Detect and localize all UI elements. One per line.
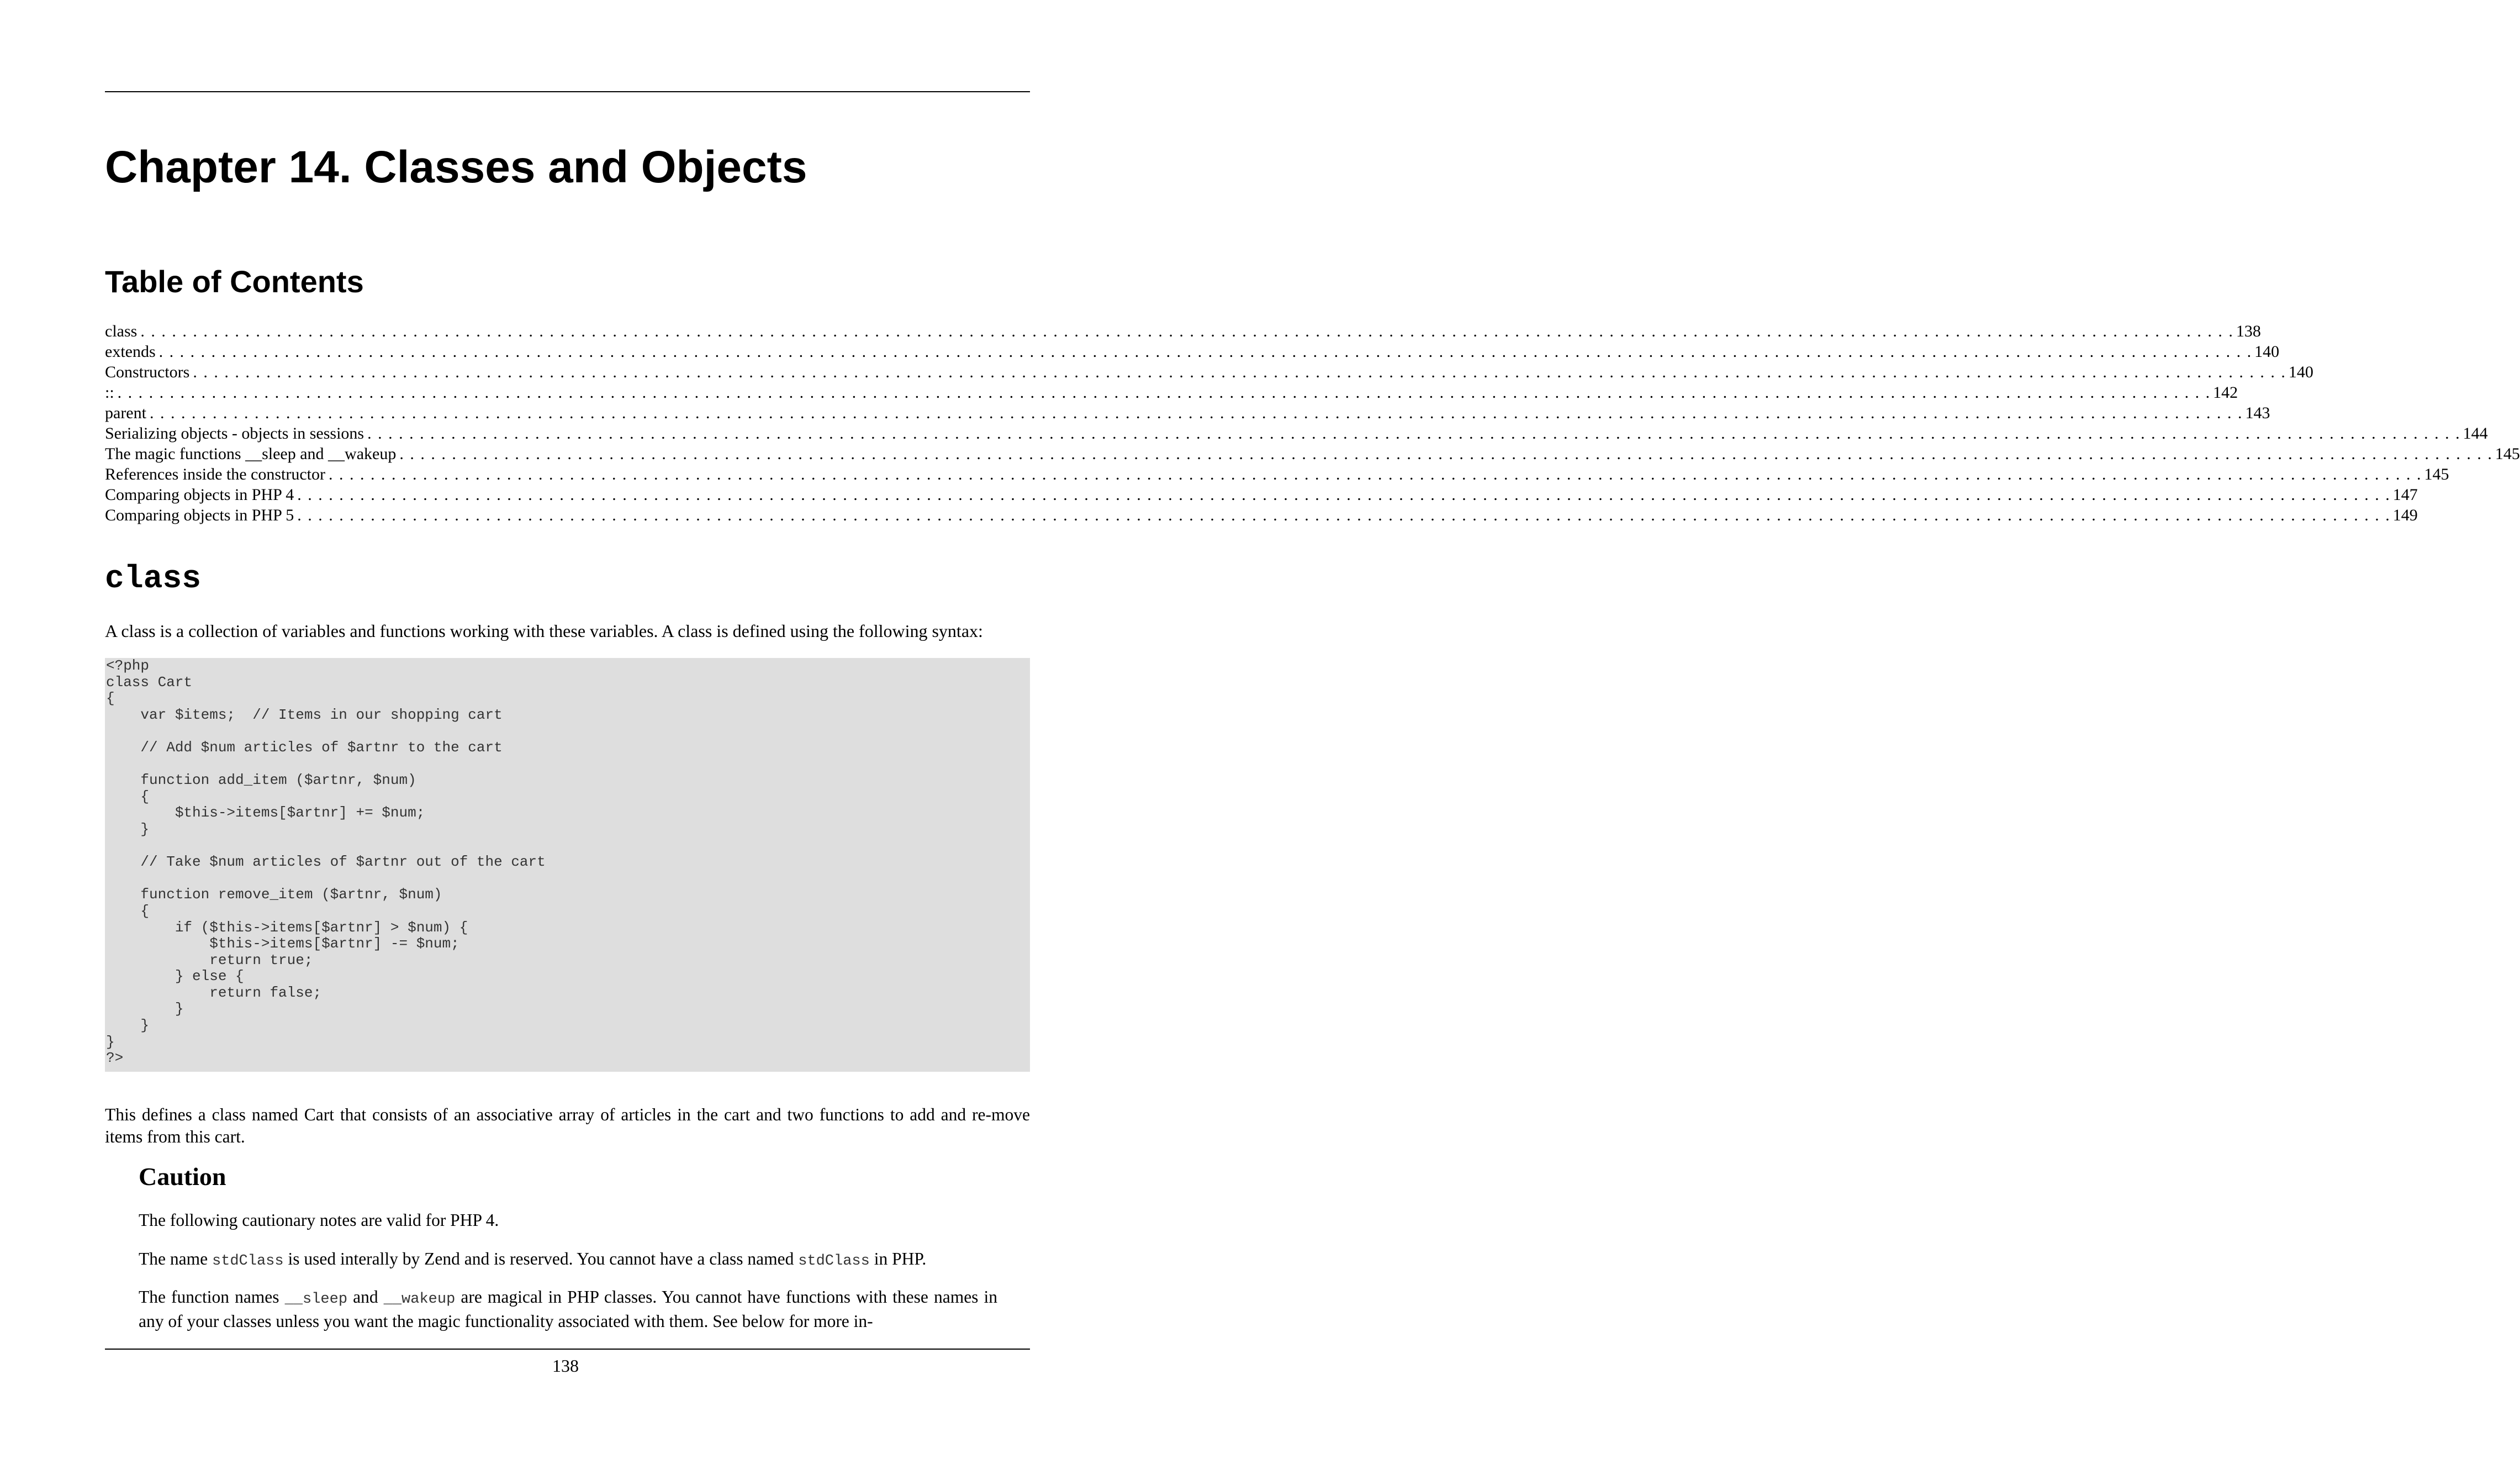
toc-entry-page[interactable]: 149	[2392, 506, 2418, 524]
code-line: class Cart	[106, 673, 193, 691]
caution-note-version: The following cautionary notes are valid for PHP 4.	[139, 1210, 499, 1230]
caution-text: The function names	[139, 1287, 285, 1307]
toc-entry-constructors[interactable]	[105, 362, 2313, 382]
code-line: // Add $num articles of $artnr to the cart	[106, 739, 503, 756]
code-line: return true;	[106, 951, 313, 968]
code-line: var $items; // Items in our shopping cart	[106, 706, 503, 723]
code-line: ?>	[106, 1050, 124, 1067]
bottom-rule	[105, 1349, 1030, 1350]
toc-entry-title[interactable]: Serializing objects - objects in sessions	[105, 424, 364, 443]
toc-leader-dots: . . . . . . . . . . . . . . . . . . . . . . . . . . . . . . . . . . . . . . . . . . . . . . . . . . . . . . . . . . . . . . . . . . . . . . . . . . . . . . . . . . . . . . . . . . . . . . . . . . . . . . . . . . . . . . . . . . . . . . . . . . . . . . . . . . . . . . . . . . . . . . . . . . . . . . . . . . . . . . . . . . . . . . . . . . . . . . . . . . . . . . . . . . . . . . . . . . . . . . . .	[399, 445, 2493, 463]
code-line: $this->items[$artnr] += $num;	[106, 804, 425, 821]
toc-entry-page[interactable]: 140	[2288, 363, 2313, 381]
summary-paragraph: This defines a class named Cart that consists of an associative array of articles in the cart and two functions to add and re-move items from this cart.	[105, 1105, 1030, 1146]
top-rule	[105, 91, 1030, 92]
toc-entry-title[interactable]: Comparing objects in PHP 5	[105, 506, 294, 524]
toc-entry-title[interactable]: The magic functions __sleep and __wakeup	[105, 445, 397, 463]
toc-entry-title[interactable]: ::	[105, 383, 114, 402]
caution-note-magic	[139, 1286, 997, 1333]
code-line: }	[106, 1000, 184, 1018]
toc-entry-comparing-php5[interactable]	[105, 505, 2418, 525]
toc-entry-page[interactable]: 145	[2495, 445, 2520, 463]
code-line: }	[106, 1033, 115, 1050]
inline-code: stdClass	[798, 1253, 870, 1270]
code-line	[105, 838, 1030, 855]
code-line	[105, 871, 1030, 887]
toc-leader-dots: . . . . . . . . . . . . . . . . . . . . . . . . . . . . . . . . . . . . . . . . . . . . . . . . . . . . . . . . . . . . . . . . . . . . . . . . . . . . . . . . . . . . . . . . . . . . . . . . . . . . . . . . . . . . . . . . . . . . . . . . . . . . . . . . . . . . . . . . . . . . . . . . . . . . . . . . . . . . . . . . . . . . . . . . . . . . . . . . . . . . . . . . . . . . . . . . . . . . . . . .	[117, 383, 2211, 402]
caution-text: is used interally by Zend and is reserved. You cannot have a class named	[283, 1249, 799, 1268]
toc-entry-serializing[interactable]	[105, 423, 2488, 444]
code-line: <?php	[106, 657, 150, 674]
toc-entry-title[interactable]: extends	[105, 343, 156, 361]
intro-paragraph: A class is a collection of variables and functions working with these variables. A class is defined using the following syntax:	[105, 621, 983, 641]
code-line: }	[106, 1017, 150, 1034]
toc-entry-parent[interactable]	[105, 403, 2270, 423]
inline-code: stdClass	[212, 1253, 284, 1270]
toc-entry-title[interactable]: parent	[105, 404, 146, 422]
toc-entry-comparing-php4[interactable]	[105, 485, 2418, 505]
caution-text: and	[347, 1287, 384, 1307]
toc-entry-page[interactable]: 142	[2213, 383, 2238, 402]
caution-text: The name	[139, 1249, 212, 1268]
toc-leader-dots: . . . . . . . . . . . . . . . . . . . . . . . . . . . . . . . . . . . . . . . . . . . . . . . . . . . . . . . . . . . . . . . . . . . . . . . . . . . . . . . . . . . . . . . . . . . . . . . . . . . . . . . . . . . . . . . . . . . . . . . . . . . . . . . . . . . . . . . . . . . . . . . . . . . . . . . . . . . . . . . . . . . . . . . . . . . . . . . . . . . . . . . . . . . . . . . . . . . . . . . .	[297, 486, 2391, 504]
code-block	[105, 658, 1030, 1072]
code-line: if ($this->items[$artnr] > $num) {	[106, 919, 468, 936]
toc-entry-title[interactable]: class	[105, 322, 138, 340]
toc-entry-title[interactable]: Constructors	[105, 363, 190, 381]
code-line: function add_item ($artnr, $num)	[106, 772, 416, 789]
caution-text: are magical in PHP classes. You cannot have functions with these names in any of your classes unless you want the magic functionality associated with them. See below for more in-	[139, 1287, 998, 1331]
code-line: {	[106, 902, 150, 919]
toc-entry-scope-resolution[interactable]	[105, 382, 2238, 403]
code-line: {	[106, 788, 150, 805]
toc-leader-dots: . . . . . . . . . . . . . . . . . . . . . . . . . . . . . . . . . . . . . . . . . . . . . . . . . . . . . . . . . . . . . . . . . . . . . . . . . . . . . . . . . . . . . . . . . . . . . . . . . . . . . . . . . . . . . . . . . . . . . . . . . . . . . . . . . . . . . . . . . . . . . . . . . . . . . . . . . . . . . . . . . . . . . . . . . . . . . . . . . . . . . . . . . . . . . . . . . . . . . . . .	[193, 363, 2286, 381]
caution-note-stdclass	[139, 1248, 997, 1272]
code-line: }	[106, 820, 150, 838]
toc-leader-dots: . . . . . . . . . . . . . . . . . . . . . . . . . . . . . . . . . . . . . . . . . . . . . . . . . . . . . . . . . . . . . . . . . . . . . . . . . . . . . . . . . . . . . . . . . . . . . . . . . . . . . . . . . . . . . . . . . . . . . . . . . . . . . . . . . . . . . . . . . . . . . . . . . . . . . . . . . . . . . . . . . . . . . . . . . . . . . . . . . . . . . . . . . . . . . . . . . . . . . . . .	[159, 343, 2253, 361]
code-line: {	[106, 690, 115, 707]
toc-entry-page[interactable]: 144	[2463, 424, 2488, 443]
code-line: } else {	[106, 968, 244, 985]
code-line	[105, 756, 1030, 773]
toc-entry-page[interactable]: 147	[2392, 486, 2418, 504]
toc-entry-title[interactable]: Comparing objects in PHP 4	[105, 486, 294, 504]
section-heading: class	[105, 561, 202, 597]
inline-code: __wakeup	[383, 1291, 456, 1308]
toc-leader-dots: . . . . . . . . . . . . . . . . . . . . . . . . . . . . . . . . . . . . . . . . . . . . . . . . . . . . . . . . . . . . . . . . . . . . . . . . . . . . . . . . . . . . . . . . . . . . . . . . . . . . . . . . . . . . . . . . . . . . . . . . . . . . . . . . . . . . . . . . . . . . . . . . . . . . . . . . . . . . . . . . . . . . . . . . . . . . . . . . . . . . . . . . . . . . . . . . . . . . . . . .	[367, 424, 2461, 443]
toc-heading: Table of Contents	[105, 264, 364, 299]
toc-entry-title[interactable]: References inside the constructor	[105, 465, 326, 483]
code-line: // Take $num articles of $artnr out of the cart	[106, 854, 546, 871]
page-number: 138	[552, 1356, 579, 1376]
caution-heading: Caution	[139, 1162, 226, 1191]
toc-entry-page[interactable]: 140	[2254, 343, 2280, 361]
toc-entry-class[interactable]	[105, 321, 2261, 341]
toc-entry-page[interactable]: 143	[2245, 404, 2270, 422]
toc-leader-dots: . . . . . . . . . . . . . . . . . . . . . . . . . . . . . . . . . . . . . . . . . . . . . . . . . . . . . . . . . . . . . . . . . . . . . . . . . . . . . . . . . . . . . . . . . . . . . . . . . . . . . . . . . . . . . . . . . . . . . . . . . . . . . . . . . . . . . . . . . . . . . . . . . . . . . . . . . . . . . . . . . . . . . . . . . . . . . . . . . . . . . . . . . . . . . . . . . . . . . . . .	[297, 506, 2391, 524]
chapter-title: Chapter 14. Classes and Objects	[105, 142, 807, 192]
toc-entry-extends[interactable]	[105, 341, 2280, 362]
toc-leader-dots: . . . . . . . . . . . . . . . . . . . . . . . . . . . . . . . . . . . . . . . . . . . . . . . . . . . . . . . . . . . . . . . . . . . . . . . . . . . . . . . . . . . . . . . . . . . . . . . . . . . . . . . . . . . . . . . . . . . . . . . . . . . . . . . . . . . . . . . . . . . . . . . . . . . . . . . . . . . . . . . . . . . . . . . . . . . . . . . . . . . . . . . . . . . . . . . . . . . . . . . .	[149, 404, 2243, 422]
toc-entry-magic-functions[interactable]	[105, 444, 2520, 464]
inline-code: __sleep	[284, 1291, 348, 1308]
toc-entry-page[interactable]: 145	[2424, 465, 2449, 483]
code-line	[105, 723, 1030, 740]
code-line: $this->items[$artnr] -= $num;	[106, 935, 459, 952]
toc-leader-dots: . . . . . . . . . . . . . . . . . . . . . . . . . . . . . . . . . . . . . . . . . . . . . . . . . . . . . . . . . . . . . . . . . . . . . . . . . . . . . . . . . . . . . . . . . . . . . . . . . . . . . . . . . . . . . . . . . . . . . . . . . . . . . . . . . . . . . . . . . . . . . . . . . . . . . . . . . . . . . . . . . . . . . . . . . . . . . . . . . . . . . . . . . . . . . . . . . . . . . . . .	[329, 465, 2422, 483]
toc-entry-page[interactable]: 138	[2236, 322, 2261, 340]
caution-text: in PHP.	[869, 1249, 927, 1268]
code-line: function remove_item ($artnr, $num)	[106, 886, 442, 903]
table-of-contents	[105, 321, 2520, 525]
toc-leader-dots: . . . . . . . . . . . . . . . . . . . . . . . . . . . . . . . . . . . . . . . . . . . . . . . . . . . . . . . . . . . . . . . . . . . . . . . . . . . . . . . . . . . . . . . . . . . . . . . . . . . . . . . . . . . . . . . . . . . . . . . . . . . . . . . . . . . . . . . . . . . . . . . . . . . . . . . . . . . . . . . . . . . . . . . . . . . . . . . . . . . . . . . . . . . . . . . . . . . . . . . .	[140, 322, 2234, 340]
code-line: return false;	[106, 984, 322, 1001]
toc-entry-references[interactable]	[105, 464, 2449, 485]
